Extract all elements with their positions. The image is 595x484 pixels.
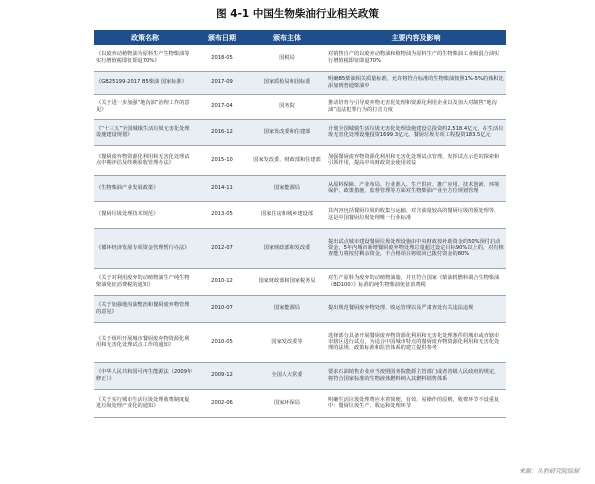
date-cell: 2010-07: [196, 295, 248, 322]
issuer-cell: 国家发改委等: [248, 322, 326, 362]
policy-name-cell: 《关于实行城市生活垃圾处理收费制度促进垃圾处理产业化的通知》: [94, 389, 196, 417]
table-row: [94, 94, 506, 119]
policy-name-cell: 《中华人民共和国可再生能源法（2009年修正）》: [94, 362, 196, 389]
issuer-cell: 国家能源局: [248, 175, 326, 201]
date-cell: 2017-04: [196, 94, 248, 119]
content-cell: 其内容包括餐厨垃圾的收集与运输、对含油量较高的餐厨垃圾的预处理等，这是中国餐厨垃圾处理唯一行业标准: [326, 201, 506, 228]
issuer-cell: 国务院: [248, 94, 326, 119]
header-issuer: 颁布主体: [248, 30, 326, 45]
content-cell: 提出规范餐厨废弃物处理、收运管理以及严肃查处有关违法违规: [326, 295, 506, 322]
policy-name-cell: 《关于进一步加强“地沟油”治理工作的意见》: [94, 94, 196, 119]
issuer-cell: 国家环保局: [248, 389, 326, 417]
issuer-cell: 全国人大常委: [248, 362, 326, 389]
table-row: [94, 322, 506, 362]
issuer-cell: 国家财政部和发改委: [248, 228, 326, 268]
table-row: [94, 119, 506, 145]
policy-name-cell: 《餐厨废弃物资源化利用和无害化处理试点中期评估及终期验收管理办法》: [94, 145, 196, 175]
policy-name-cell: 《餐厨垃圾处理技术规范》: [94, 201, 196, 228]
date-cell: 2016-12: [196, 119, 248, 145]
content-cell: 计划全国城镇生活垃圾无害化处理设施建设总投资约2,518.4亿元，在生活垃圾无害化处理设施投资1699.3亿元，餐厨垃圾专项工程投资183.5亿元: [326, 119, 506, 145]
table-row: [94, 228, 506, 268]
policy-name-cell: 《GB25199-2017 B5柴油 国家标准》: [94, 71, 196, 94]
issuer-cell: 国家住房和城乡建设部: [248, 201, 326, 228]
table-row: [94, 145, 506, 175]
table-row: [94, 201, 506, 228]
table-row: [94, 362, 506, 389]
issuer-cell: 国家发改委、财政部和住建部: [248, 145, 326, 175]
table-header-row: [94, 30, 506, 45]
policy-name-cell: 《以废弃动植物油为原料生产生物柴油等实行增值税即征即退70%》: [94, 45, 196, 71]
policy-name-cell: 《关于组织开展城市餐厨废弃物资源化利用和无害化处理试点工作的通知》: [94, 322, 196, 362]
content-cell: 明确生活垃圾处理费应本着简便、有效、易操作的原则，收费环节不设重复中：餐厨垃圾生产、收运和处理环节: [326, 389, 506, 417]
policy-name-cell: 《生物柴油产业发展政策》: [94, 175, 196, 201]
source-note: 来源：头豹研究院绘制: [518, 468, 579, 475]
table-row: [94, 389, 506, 417]
content-cell: 选择部分具备开展餐厨废弃物资源化利用和无害化处理条件的城市或直辖市市辖区进行试点，为适合中国城市特点的餐厨废弃物资源化利用和无害化处理的法规、政策标准和监管体系的建立提供参考: [326, 322, 506, 362]
policy-name-cell: 《“十三五”全国城镇生活垃圾无害化处理设施建设规划》: [94, 119, 196, 145]
issuer-cell: 国家质检局和国标委: [248, 71, 326, 94]
issuer-cell: 国税局: [248, 45, 326, 71]
date-cell: 2009-12: [196, 362, 248, 389]
table-row: [94, 45, 506, 71]
header-date: 颁布日期: [196, 30, 248, 45]
content-cell: 提出试点城市建设餐厨垃圾处理设施由中央财政按补助资金的50%预付启动资金，5年内城市新增餐厨废弃物处理总量超过设定目标90%以上的，对有核查能力将按付剩余资金，不合格项目将收回已拨付资金的80%: [326, 228, 506, 268]
header-content: 主要内容及影响: [326, 30, 506, 45]
policy-name-cell: 《循环经济发展专项资金管理暂行办法》: [94, 228, 196, 268]
figure-title: 图 4-1 中国生物柴油行业相关政策: [216, 8, 379, 20]
policy-name-cell: 《关于对利用废弃的动植物油生产纯生物柴油免征消费税的通知》: [94, 268, 196, 295]
date-cell: 2012-07: [196, 228, 248, 268]
issuer-cell: 国家发改委和住建部: [248, 119, 326, 145]
date-cell: 2010-05: [196, 322, 248, 362]
policy-table: [94, 30, 506, 418]
table-row: [94, 295, 506, 322]
policy-name-cell: 《关于加强地沟油整治和餐厨废弃物管理的意见》: [94, 295, 196, 322]
date-cell: 2017-09: [196, 71, 248, 94]
header-policy-name: 政策名称: [94, 30, 196, 45]
issuer-cell: 国家财政部和国家税务局: [248, 268, 326, 295]
content-cell: 推动培育与引导废弃物无害化处理和资源化利用企业以及加大对制售“地沟油”违法犯罪行为的打击力度: [326, 94, 506, 119]
date-cell: 2014-11: [196, 175, 248, 201]
content-cell: 从原料保障、产业布局、行业准入、生产供应、推广应用、技术创新、环境保护、政策措施、监督管理等方面对生物柴油产业全方位规划管理: [326, 175, 506, 201]
content-cell: 对生产原料为废弃的动植物油脂，并且符合国家《柴油机燃料调合生物柴油（BD100）》标准的纯生物柴油免征消费税: [326, 268, 506, 295]
table-row: [94, 268, 506, 295]
content-cell: 明确B5柴油相关质量标准，允许将符合标准的生物柴油按照1%-5%的体积比添加到普通柴油中: [326, 71, 506, 94]
date-cell: 2018-05: [196, 45, 248, 71]
date-cell: 2002-06: [196, 389, 248, 417]
table-row: [94, 175, 506, 201]
date-cell: 2013-05: [196, 201, 248, 228]
date-cell: 2015-10: [196, 145, 248, 175]
content-cell: 加强餐厨废弃物资源化利用和无害化处理试点管理，发挥试点示范的探索和引领作用，提高中央财政资金使用效益: [326, 145, 506, 175]
table-row: [94, 71, 506, 94]
content-cell: 要求石油销售企业应当按照国务院能源主管部门或者省级人民政府的规定，将符合国家标准的生物液体燃料纳入其燃料销售体系: [326, 362, 506, 389]
date-cell: 2010-12: [196, 268, 248, 295]
content-cell: 对销售自产的以废弃动物油和植物油为原料生产的生物柴油工业级混合油实行增值税即征即退70%: [326, 45, 506, 71]
issuer-cell: 国家能源局: [248, 295, 326, 322]
